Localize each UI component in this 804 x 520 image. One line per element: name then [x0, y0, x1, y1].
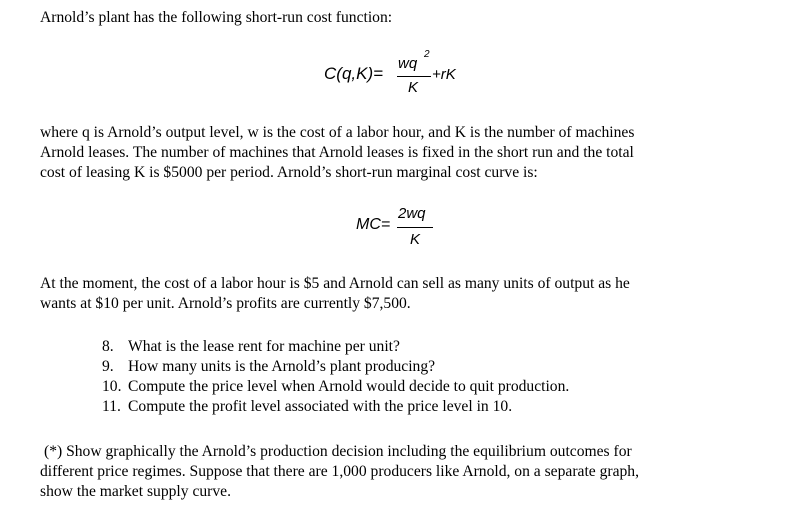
intro-text: Arnold’s plant has the following short-run cost function:: [40, 9, 393, 26]
cost-function-lhs: C(q,K)=: [324, 64, 384, 83]
cost-function-equation: [324, 49, 494, 104]
question-8: [102, 337, 400, 357]
description-line-1: where q is Arnold’s output level, w is the cost of a labor hour, and K is the number of machines: [40, 124, 635, 141]
description-line-2: Arnold leases. The number of machines that Arnold leases is fixed in the short run and the total: [40, 144, 634, 161]
mc-function-denominator: K: [410, 231, 421, 248]
bonus-line-3: show the market supply curve.: [40, 483, 231, 500]
cost-function-exponent: 2: [424, 49, 430, 60]
cost-function-fraction-bar: [397, 76, 431, 77]
description-line-3: cost of leasing K is $5000 per period. Arnold’s short-run marginal cost curve is:: [40, 164, 538, 181]
question-11: [102, 397, 512, 417]
question-text: What is the lease rent for machine per unit?: [128, 338, 400, 355]
bonus-line-2: different price regimes. Suppose that there are 1,000 producers like Arnold, on a separate graph,: [40, 463, 639, 480]
scenario-line-2: wants at $10 per unit. Arnold’s profits are currently $7,500.: [40, 295, 411, 312]
mc-function-fraction-bar: [397, 227, 433, 228]
cost-function-numerator: wq: [398, 55, 418, 72]
question-text: Compute the price level when Arnold would decide to quit production.: [128, 378, 570, 395]
bonus-line-1: (*) Show graphically the Arnold’s production decision including the equilibrium outcomes for: [44, 443, 632, 460]
question-9: [102, 357, 435, 377]
question-number: 8.: [102, 338, 114, 355]
mc-function-lhs: MC=: [356, 216, 391, 233]
question-number: 9.: [102, 358, 114, 375]
question-text: Compute the profit level associated with the price level in 10.: [128, 398, 513, 415]
mc-function-numerator: 2wq: [398, 205, 426, 222]
question-10: [102, 377, 569, 397]
question-number: 11.: [102, 398, 121, 415]
question-text: How many units is the Arnold’s plant producing?: [128, 358, 436, 375]
cost-function-tail: +rK: [432, 66, 456, 83]
question-number: 10.: [102, 378, 122, 395]
scenario-line-1: At the moment, the cost of a labor hour is $5 and Arnold can sell as many units of output as he: [40, 275, 630, 292]
mc-function-equation: [356, 205, 456, 255]
cost-function-denominator: K: [408, 79, 419, 96]
